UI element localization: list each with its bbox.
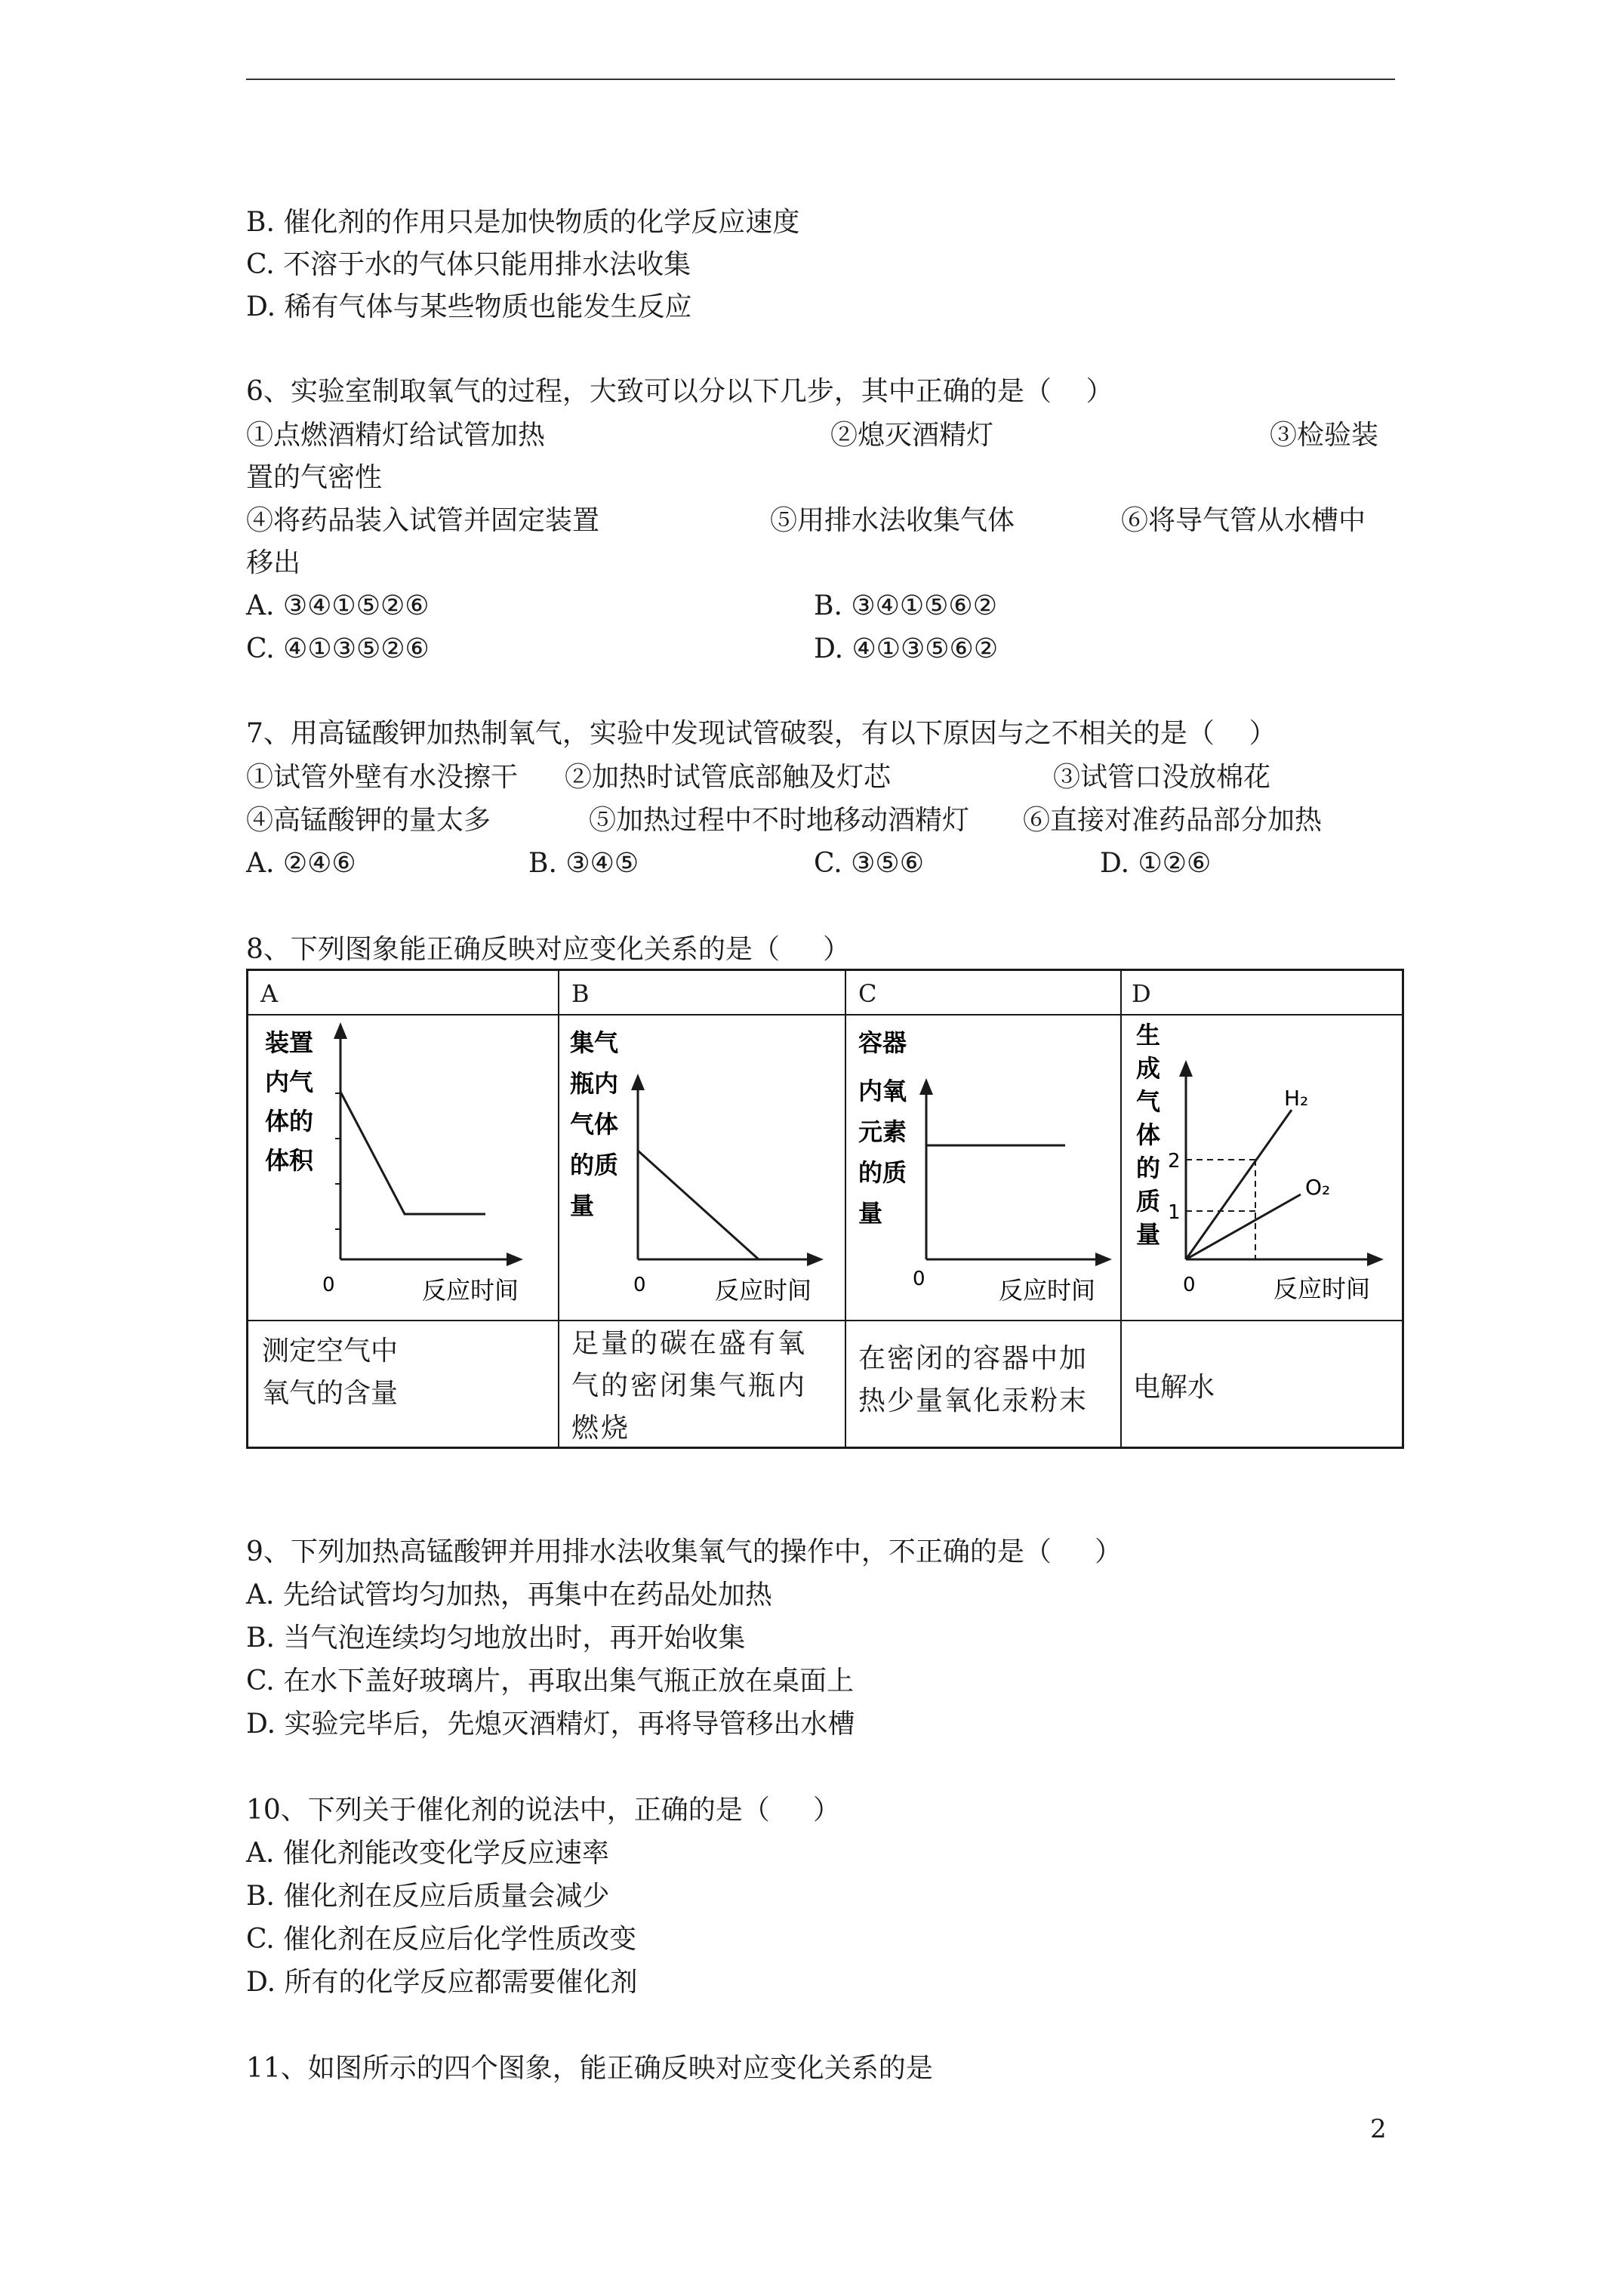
q9-stem: 9、下列加热高锰酸钾并用排水法收集氧气的操作中，不正确的是（ ） xyxy=(246,1536,1123,1567)
q5-option-c: C. 不溶于水的气体只能用排水法收集 xyxy=(246,249,691,280)
q10-option-a: A. 催化剂能改变化学反应速率 xyxy=(246,1838,609,1869)
q11-stem: 11、如图所示的四个图象，能正确反映对应变化关系的是 xyxy=(246,2053,933,2084)
q7-reason-3: ③试管口没放棉花 xyxy=(1053,762,1271,793)
q10-option-b: B. 催化剂在反应后质量会减少 xyxy=(246,1881,610,1912)
graph-c-ylabel-5: 量 xyxy=(858,1199,883,1228)
q9-option-c: C. 在水下盖好玻璃片，再取出集气瓶正放在桌面上 xyxy=(246,1666,855,1697)
q6-option-c: C. ④①③⑤②⑥ xyxy=(246,633,430,664)
q8-graph-b xyxy=(564,1016,843,1311)
graph-a-ylabel-4: 体积 xyxy=(265,1146,314,1175)
graph-d-tick-2: 2 xyxy=(1168,1150,1181,1173)
graph-b-ylabel-3: 气体 xyxy=(570,1110,619,1139)
q6-option-d: D. ④①③⑤⑥② xyxy=(814,633,999,664)
q8-graph-d xyxy=(1126,1016,1405,1311)
q8-col-d-caption: 电解水 xyxy=(1133,1372,1215,1403)
q10-option-d: D. 所有的化学反应都需要催化剂 xyxy=(246,1967,638,1998)
graph-c-x-arrow xyxy=(1095,1253,1112,1266)
graph-a-ylabel-1: 装置 xyxy=(265,1028,314,1057)
graph-b-origin: 0 xyxy=(633,1274,646,1296)
graph-d-tick-1: 1 xyxy=(1168,1201,1181,1224)
q9-option-b: B. 当气泡连续均匀地放出时，再开始收集 xyxy=(246,1623,746,1653)
graph-a-ylabel-3: 体的 xyxy=(265,1107,314,1136)
graph-b-xlabel: 反应时间 xyxy=(715,1276,812,1305)
graph-c-y-arrow xyxy=(919,1078,933,1095)
header-rule xyxy=(246,79,1395,80)
graph-b-ylabel-2: 瓶内 xyxy=(570,1069,619,1098)
q8-graph-a xyxy=(257,1016,537,1311)
q7-option-c: C. ③⑤⑥ xyxy=(814,848,924,879)
q10-stem: 10、下列关于催化剂的说法中，正确的是（ ） xyxy=(246,1795,841,1826)
graph-c-ylabel-4: 的质 xyxy=(858,1158,907,1187)
q10-option-c: C. 催化剂在反应后化学性质改变 xyxy=(246,1924,637,1955)
graph-a-y-arrow xyxy=(334,1022,347,1039)
graph-d-ylabel-5: 的 xyxy=(1136,1154,1161,1182)
graph-c-ylabel-2: 内氧 xyxy=(858,1077,907,1105)
q7-stem: 7、用高锰酸钾加热制氧气，实验中发现试管破裂，有以下原因与之不相关的是（ ） xyxy=(246,718,1277,749)
graph-d-x-arrow xyxy=(1367,1253,1384,1266)
q9-option-d: D. 实验完毕后，先熄灭酒精灯，再将导管移出水槽 xyxy=(246,1709,855,1740)
q7-reason-1: ①试管外壁有水没擦干 xyxy=(246,762,519,793)
graph-c-origin: 0 xyxy=(913,1268,925,1290)
graph-b-curve xyxy=(638,1151,759,1259)
q8-col-a-caption: 测定空气中 氧气的含量 xyxy=(262,1336,399,1409)
q8-graph-c xyxy=(851,1016,1130,1311)
graph-d-ylabel-6: 质 xyxy=(1136,1187,1161,1216)
graph-d-ylabel-4: 体 xyxy=(1136,1120,1161,1149)
graph-c-ylabel-3: 元素 xyxy=(858,1117,907,1146)
q5-option-d: D. 稀有气体与某些物质也能发生反应 xyxy=(246,291,692,322)
q6-stem: 6、实验室制取氧气的过程，大致可以分以下几步，其中正确的是（ ） xyxy=(246,376,1113,407)
graph-d-y-arrow xyxy=(1179,1060,1193,1077)
graph-a-ylabel-2: 内气 xyxy=(265,1068,314,1096)
q6-step-3b: 置的气密性 xyxy=(246,462,383,493)
q8-col-d-head: D xyxy=(1132,979,1151,1008)
q8-col-a-head: A xyxy=(260,979,279,1008)
graph-a-origin: 0 xyxy=(322,1274,335,1296)
q7-reason-2: ②加热时试管底部触及灯芯 xyxy=(565,762,892,793)
graph-b-ylabel-5: 量 xyxy=(570,1191,595,1220)
q6-step-3a: ③检验装 xyxy=(1270,420,1379,451)
graph-d-h2-line xyxy=(1186,1110,1292,1259)
graph-c-ylabel-1: 容器 xyxy=(858,1028,907,1057)
q8-graph-table xyxy=(246,969,1404,1449)
q8-col-c-head: C xyxy=(858,979,877,1008)
graph-b-ylabel-1: 集气 xyxy=(570,1028,619,1057)
q6-step-2: ②熄灭酒精灯 xyxy=(830,420,994,451)
graph-a-x-arrow xyxy=(507,1253,523,1266)
q6-step-5: ⑤用排水法收集气体 xyxy=(770,505,1015,536)
graph-d-o2-line xyxy=(1186,1194,1301,1259)
graph-d-origin: 0 xyxy=(1183,1274,1196,1296)
q7-reason-4: ④高锰酸钾的量太多 xyxy=(246,805,491,836)
q6-step-1: ①点燃酒精灯给试管加热 xyxy=(246,420,546,451)
q6-option-b: B. ③④①⑤⑥② xyxy=(814,590,997,621)
graph-d-ylabel-3: 气 xyxy=(1136,1087,1161,1116)
q8-col-b-head: B xyxy=(571,979,590,1008)
q8-stem: 8、下列图象能正确反映对应变化关系的是（ ） xyxy=(246,934,851,965)
q5-option-b: B. 催化剂的作用只是加快物质的化学反应速度 xyxy=(246,207,800,238)
graph-d-ylabel-7: 量 xyxy=(1136,1220,1161,1249)
q7-option-b: B. ③④⑤ xyxy=(528,848,639,879)
graph-c-xlabel: 反应时间 xyxy=(999,1276,1096,1305)
graph-b-ylabel-4: 的质 xyxy=(570,1151,619,1179)
page-number: 2 xyxy=(1370,2114,1387,2144)
graph-a-xlabel: 反应时间 xyxy=(422,1276,519,1305)
graph-d-h2-label: H₂ xyxy=(1284,1086,1309,1111)
graph-a-curve xyxy=(340,1092,485,1214)
q6-option-a: A. ③④①⑤②⑥ xyxy=(246,590,430,621)
graph-d-ylabel-2: 成 xyxy=(1136,1054,1161,1083)
q7-option-a: A. ②④⑥ xyxy=(246,848,356,879)
graph-b-x-arrow xyxy=(807,1253,824,1266)
graph-d-o2-label: O₂ xyxy=(1305,1175,1331,1200)
graph-b-y-arrow xyxy=(631,1074,645,1090)
q8-col-b-caption: 足量的碳在盛有氧 气的密闭集气瓶内 燃烧 xyxy=(571,1328,808,1444)
graph-d-ylabel-1: 生 xyxy=(1136,1021,1161,1049)
q7-reason-6: ⑥直接对准药品部分加热 xyxy=(1023,805,1323,836)
q6-step-6a: ⑥将导气管从水槽中 xyxy=(1121,505,1366,536)
q6-step-4: ④将药品装入试管并固定装置 xyxy=(246,505,600,536)
q9-option-a: A. 先给试管均匀加热，再集中在药品处加热 xyxy=(246,1579,772,1610)
graph-d-xlabel: 反应时间 xyxy=(1273,1274,1371,1303)
q7-reason-5: ⑤加热过程中不时地移动酒精灯 xyxy=(589,805,970,836)
q6-step-6b: 移出 xyxy=(246,547,301,578)
q8-col-c-caption: 在密闭的容器中加 热少量氧化汞粉末 xyxy=(858,1343,1089,1416)
q7-option-d: D. ①②⑥ xyxy=(1100,848,1212,879)
